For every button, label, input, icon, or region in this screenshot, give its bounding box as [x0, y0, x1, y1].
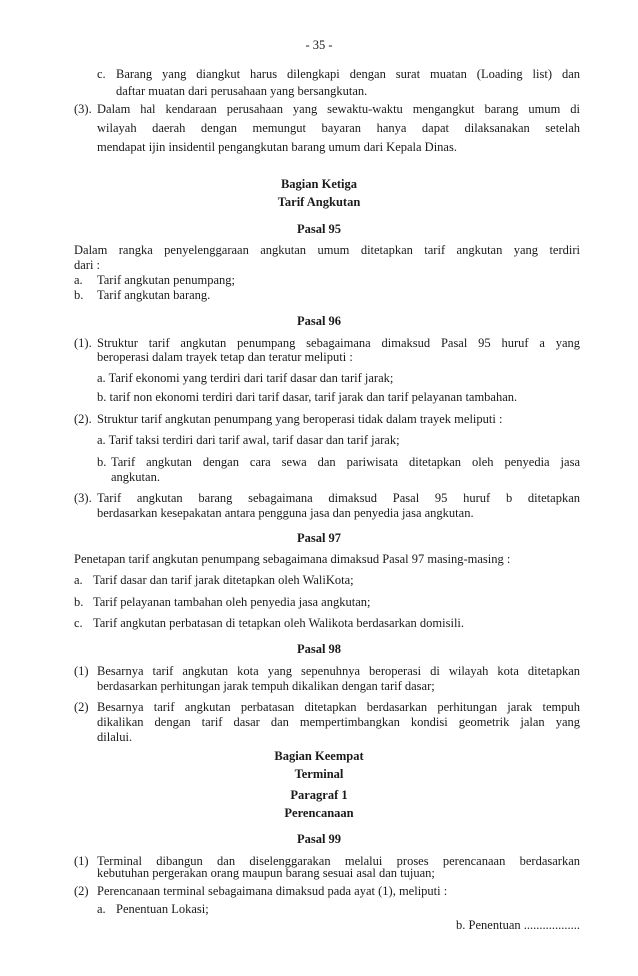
pasal-96-p1-line2: beroperasi dalam trayek tetap dan teratur meliputi : [97, 350, 353, 364]
section-heading-ketiga: Bagian Ketiga [280, 177, 358, 191]
pasal-95-b-text: Tarif angkutan barang. [97, 288, 211, 302]
pasal-99-p1-line1: Terminal dibangun dan diselenggarakan melalui proses perencanaan berdasarkan [97, 854, 580, 868]
p3-line1: Dalam hal kendaraan perusahaan yang sewaktu-waktu mengangkut barang umum di [97, 102, 580, 116]
pasal-99-p2-a-marker: a. [97, 902, 106, 916]
pasal-96-p2-marker: (2). [74, 412, 92, 426]
pasal-98-p2-line1: Besarnya tarif angkutan perbatasan ditetapkan berdasarkan perhitungan jarak tempuh [97, 700, 580, 714]
pasal-97-c-text: Tarif angkutan perbatasan di tetapkan oleh Walikota berdasarkan domisili. [93, 616, 465, 630]
section-title-tarif: Tarif Angkutan [277, 195, 361, 209]
paragraf-heading: Paragraf 1 [290, 788, 348, 802]
pasal-99-p1-marker: (1) [74, 854, 89, 868]
pasal-96-p3-line1: Tarif angkutan barang sebagaimana dimaksud Pasal 95 huruf b ditetapkan [97, 491, 580, 505]
pasal-98-heading: Pasal 98 [296, 642, 342, 656]
pasal-96-p1-a: a. Tarif ekonomi yang terdiri dari tarif dasar dan tarif jarak; [97, 371, 394, 385]
item-c-marker: c. [97, 67, 106, 81]
p3-line3: mendapat ijin insidentil pengangkutan barang umum dari Kepala Dinas. [97, 140, 457, 154]
item-c-line2: daftar muatan dari perusahaan yang bersangkutan. [116, 84, 368, 98]
page-number: - 35 - [305, 38, 333, 52]
pasal-95-a-text: Tarif angkutan penumpang; [97, 273, 235, 287]
pasal-96-p2-b-line1: Tarif angkutan dengan cara sewa dan pariwisata ditetapkan oleh penyedia jasa [111, 455, 580, 469]
pasal-96-p1-b: b. tarif non ekonomi terdiri dari tarif dasar, tarif jarak dan tarif pelayanan tambahan. [97, 390, 518, 404]
item-c-line1: Barang yang diangkut harus dilengkapi dengan surat muatan (Loading list) dan [116, 67, 580, 81]
pasal-96-p3-line2: berdasarkan kesepakatan antara pengguna jasa dan penyedia jasa angkutan. [97, 506, 474, 520]
pasal-96-p2-b-line2: angkutan. [111, 470, 160, 484]
pasal-95-a-marker: a. [74, 273, 83, 287]
pasal-96-p3-marker: (3). [74, 491, 92, 505]
pasal-99-heading: Pasal 99 [296, 832, 342, 846]
pasal-95-heading: Pasal 95 [296, 222, 342, 236]
pasal-99-p1-line2: kebutuhan pergerakan orang maupun barang sesuai asal dan tujuan; [97, 866, 435, 880]
pasal-96-p1-marker: (1). [74, 336, 92, 350]
p3-marker: (3). [74, 102, 92, 116]
pasal-98-p2-marker: (2) [74, 700, 89, 714]
pasal-96-p2-b-marker: b. [97, 455, 107, 469]
pasal-97-intro: Penetapan tarif angkutan penumpang sebagaimana dimaksud Pasal 97 masing-masing : [74, 552, 511, 566]
pasal-95-intro-line1: Dalam rangka penyelenggaraan angkutan umum ditetapkan tarif angkutan yang terdiri [74, 243, 580, 257]
section-heading-keempat: Bagian Keempat [274, 749, 364, 763]
pasal-97-c-marker: c. [74, 616, 83, 630]
pasal-96-p1-line1: Struktur tarif angkutan penumpang sebagaimana dimaksud Pasal 95 huruf a yang [97, 336, 580, 350]
pasal-97-b-text: Tarif pelayanan tambahan oleh penyedia jasa angkutan; [93, 595, 371, 609]
pasal-99-p2-a-text: Penentuan Lokasi; [116, 902, 209, 916]
pasal-98-p1-marker: (1) [74, 664, 89, 678]
pasal-97-a-marker: a. [74, 573, 83, 587]
pasal-99-p2-line1: Perencanaan terminal sebagaimana dimaksud pada ayat (1), meliputi : [97, 884, 448, 898]
pasal-96-heading: Pasal 96 [296, 314, 342, 328]
pasal-95-intro-line2: dari : [74, 258, 101, 272]
pasal-97-a-text: Tarif dasar dan tarif jarak ditetapkan oleh WaliKota; [93, 573, 354, 587]
pasal-96-p2-line1: Struktur tarif angkutan penumpang yang beroperasi tidak dalam trayek meliputi : [97, 412, 503, 426]
pasal-98-p1-line2: berdasarkan perhitungan jarak tempuh dikalikan dengan tarif dasar; [97, 679, 435, 693]
pasal-98-p1-line1: Besarnya tarif angkutan kota yang sepenuhnya beroperasi di wilayah kota ditetapkan [97, 664, 580, 678]
paragraf-title-perencanaan: Perencanaan [284, 806, 354, 820]
pasal-97-b-marker: b. [74, 595, 84, 609]
p3-line2: wilayah daerah dengan memungut bayaran hanya dapat dilaksanakan setelah [97, 121, 580, 135]
pasal-96-p2-a: a. Tarif taksi terdiri dari tarif awal, tarif dasar dan tarif jarak; [97, 433, 400, 447]
pasal-98-p2-line3: dilalui. [97, 730, 133, 744]
footer-continuation: b. Penentuan .................. [456, 918, 580, 932]
pasal-99-p2-marker: (2) [74, 884, 89, 898]
pasal-98-p2-line2: dikalikan dengan tarif dasar dan mempertimbangkan kondisi geometrik jalan yang [97, 715, 580, 729]
section-title-terminal: Terminal [294, 767, 344, 781]
pasal-95-b-marker: b. [74, 288, 84, 302]
pasal-97-heading: Pasal 97 [296, 531, 342, 545]
